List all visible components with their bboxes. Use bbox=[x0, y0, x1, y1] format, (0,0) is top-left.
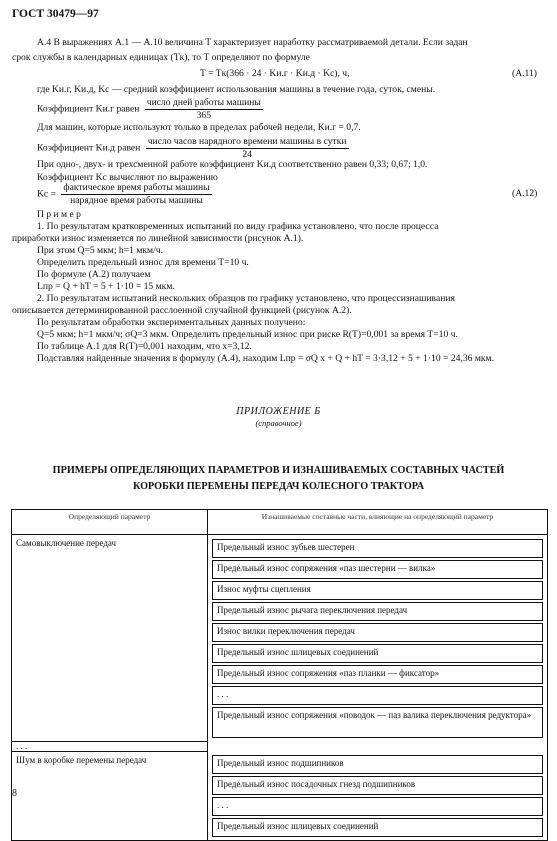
where-line: где Kи.г, Kи.д, Kс — средний коэффициент использования машины в течение года, суток, смены. bbox=[37, 84, 436, 95]
table-header-row bbox=[12, 510, 548, 535]
coefficient-id-row bbox=[37, 136, 349, 161]
page-number: 8 bbox=[12, 788, 17, 799]
part-item: Износ вилки переключения передач bbox=[212, 623, 543, 642]
appendix-heading-line2: КОРОБКИ ПЕРЕМЕНЫ ПЕРЕДАЧ КОЛЕСНОГО ТРАКТОРА bbox=[132, 481, 425, 492]
formula-a12 bbox=[37, 182, 212, 207]
example1-line1: 1. По результатам кратковременных испытаний по виду графика установлено, что после процесса bbox=[37, 221, 439, 232]
example2-line1: 2. По результатам испытаний нескольких образцов по графику установлено, что процессизнашивания bbox=[37, 293, 455, 304]
example2-data: Q=5 мкм; h=1 мкм/ч; σQ=3 мкм. Определить предельный износ при риске R(T)=0,001 за время T=10 ч. bbox=[37, 329, 458, 340]
parts-cell bbox=[208, 741, 548, 751]
example1-formula-ref: По формуле (А.2) получаем bbox=[37, 269, 151, 280]
parameter-cell: . . . bbox=[12, 741, 208, 751]
parameter-cell: Шум в коробке перемены передач bbox=[12, 751, 208, 841]
formula-a11-number: (А.11) bbox=[512, 68, 537, 79]
example2-final: Подставляя найденные значения в формулу (А.4), находим Lпр = σQ x + Q + hT = 3·3,12 + 5 + 1·10 = 24,36 мкм. bbox=[37, 353, 495, 364]
column-header-parameter: Определяющий параметр bbox=[12, 510, 208, 535]
a4-intro-line1: А.4 В выражениях А.1 — А.10 величина T характеризует наработку рассматриваемой детали. Если задан bbox=[37, 37, 468, 48]
week-line: Для машин, которые используют только в пределах рабочей недели, Kи.г = 0,7. bbox=[37, 122, 361, 133]
formula-a12-lhs: Kс = bbox=[37, 188, 56, 200]
fraction-denominator: 24 bbox=[242, 149, 252, 160]
parts-cell bbox=[208, 751, 548, 841]
coefficient-ig-label: Коэффициент Kи.г равен bbox=[37, 103, 140, 115]
example2-table-lookup: По таблице А.1 для R(T)=0,001 находим, что x=3,12. bbox=[37, 341, 252, 352]
part-item: Предельный износ зубьев шестерен bbox=[212, 539, 543, 558]
example1-given: При этом Q=5 мкм; h=1 мкм/ч. bbox=[37, 245, 164, 256]
example1-result: Lпр = Q + hT = 5 + 1·10 = 15 мкм. bbox=[37, 281, 175, 292]
coefficient-c-line: Коэффициент Kс вычисляют по выражению bbox=[37, 172, 218, 183]
standard-number: ГОСТ 30479—97 bbox=[12, 8, 99, 20]
part-item: Предельный износ сопряжения «паз планки — фиксатор» bbox=[212, 665, 543, 684]
table-row bbox=[12, 741, 548, 751]
part-item: Предельный износ рычага переключения передач bbox=[212, 602, 543, 621]
parameter-cell: Самовыключение передач bbox=[12, 535, 208, 742]
parameters-table bbox=[11, 509, 548, 841]
table-row bbox=[12, 751, 548, 841]
coefficient-id-fraction bbox=[146, 136, 349, 161]
part-item: . . . bbox=[212, 797, 543, 816]
example1-line2: приработки износ изменяется по линейной зависимости (рисунок А.1). bbox=[12, 233, 304, 244]
part-item: Предельный износ шлицевых соединений bbox=[212, 818, 543, 837]
example2-line2: описывается детерминированной расслоенной случайной функцией (рисунок А.2). bbox=[12, 305, 352, 316]
example2-data-intro: По результатам обработки экспериментальных данных получено: bbox=[37, 317, 306, 328]
fraction-numerator: фактическое время работы машины bbox=[63, 182, 210, 193]
parts-cell bbox=[208, 535, 548, 742]
formula-a12-number: (А.12) bbox=[512, 188, 538, 199]
fraction-denominator: 365 bbox=[196, 110, 211, 121]
part-item: . . . bbox=[212, 686, 543, 705]
fraction-numerator: число часов нарядного времени машины в сутки bbox=[147, 136, 347, 147]
column-header-parts: Изнашиваемые составные части, влияющие на определяющий параметр bbox=[208, 510, 548, 535]
example-heading: П р и м е р bbox=[37, 209, 81, 220]
part-item: Предельный износ посадочных гнезд подшипников bbox=[212, 776, 543, 795]
part-item: Предельный износ подшипников bbox=[212, 755, 543, 774]
table-row bbox=[12, 535, 548, 742]
part-item: Предельный износ шлицевых соединений bbox=[212, 644, 543, 663]
a4-intro-line2: срок службы в календарных единицах (Tк), то T определяют по формуле bbox=[12, 52, 310, 63]
fraction-numerator: число дней работы машины bbox=[146, 97, 261, 108]
formula-a12-fraction bbox=[61, 182, 211, 207]
coefficient-ig-fraction bbox=[145, 97, 263, 122]
part-item: Предельный износ сопряжения «поводок — паз валика переключения редуктора» bbox=[212, 707, 543, 738]
coefficient-ig-row bbox=[37, 97, 263, 122]
shifts-line: При одно-, двух- и трехсменной работе коэффициент Kи.д соответственно равен 0,33; 0,67; 1,0. bbox=[37, 159, 428, 170]
example1-determine: Определить предельный износ для времени T=10 ч. bbox=[37, 257, 249, 268]
formula-a11: T = Tк(366 · 24 · Kи.г · Kи.д · Kс), ч, bbox=[200, 68, 350, 79]
appendix-heading-line1: ПРИМЕРЫ ОПРЕДЕЛЯЮЩИХ ПАРАМЕТРОВ И ИЗНАШИВАЕМЫХ СОСТАВНЫХ ЧАСТЕЙ bbox=[52, 465, 505, 476]
appendix-subtitle: (справочное) bbox=[255, 418, 302, 428]
part-item: Износ муфты сцепления bbox=[212, 581, 543, 600]
fraction-denominator: нарядное время работы машины bbox=[70, 195, 203, 206]
part-item: Предельный износ сопряжения «паз шестерни — вилка» bbox=[212, 560, 543, 579]
coefficient-id-label: Коэффициент Kи.д равен bbox=[37, 142, 141, 154]
appendix-title: ПРИЛОЖЕНИЕ Б bbox=[236, 406, 321, 417]
